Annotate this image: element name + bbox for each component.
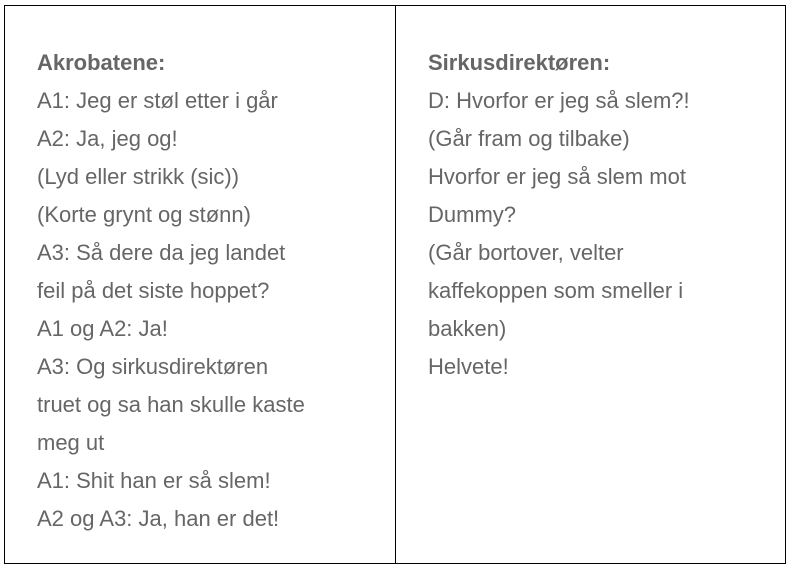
dialogue-line: (Går bortover, velter (428, 240, 624, 265)
acrobats-column (5, 6, 396, 563)
dialogue-line: D: Hvorfor er jeg så slem?! (428, 88, 690, 113)
dialogue-line: truet og sa han skulle kaste (37, 392, 305, 417)
dialogue-line: A2 og A3: Ja, han er det! (37, 506, 280, 531)
dialogue-line: (Går fram og tilbake) (428, 126, 630, 151)
dialogue-line: kaffekoppen som smeller i (428, 278, 684, 303)
dialogue-line: A3: Og sirkusdirektøren (37, 354, 269, 379)
dialogue-line: Hvorfor er jeg så slem mot (428, 164, 686, 189)
script-table (4, 5, 786, 564)
dialogue-line: A1: Jeg er støl etter i går (37, 88, 278, 113)
dialogue-line: A3: Så dere da jeg landet (37, 240, 286, 265)
dialogue-line: Helvete! (428, 354, 509, 379)
dialogue-line: A1 og A2: Ja! (37, 316, 168, 341)
dialogue-line: meg ut (37, 430, 105, 455)
acrobats-heading: Akrobatene: (37, 50, 166, 75)
dialogue-line: bakken) (428, 316, 507, 341)
director-column (396, 6, 785, 563)
dialogue-line: A1: Shit han er så slem! (37, 468, 271, 493)
dialogue-line: (Lyd eller strikk (sic)) (37, 164, 240, 189)
dialogue-line: feil på det siste hoppet? (37, 278, 270, 303)
director-heading: Sirkusdirektøren: (428, 50, 611, 75)
dialogue-line: Dummy? (428, 202, 517, 227)
dialogue-line: A2: Ja, jeg og! (37, 126, 178, 151)
dialogue-line: (Korte grynt og stønn) (37, 202, 251, 227)
